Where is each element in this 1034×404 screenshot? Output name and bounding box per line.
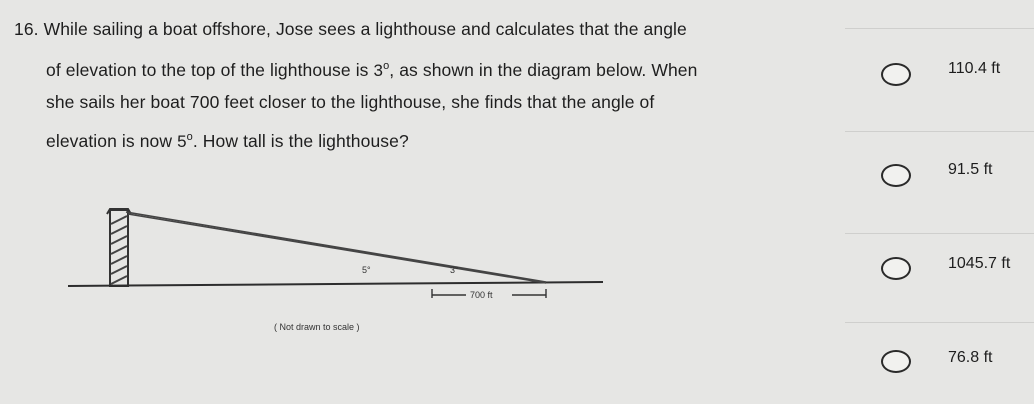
question-text-line-3: she sails her boat 700 feet closer to the lighthouse, she finds that the angle of bbox=[46, 92, 655, 112]
question-line-4 bbox=[46, 131, 409, 152]
angle-5-degrees bbox=[177, 132, 193, 151]
question-line-1 bbox=[14, 19, 687, 40]
degree-symbol: o bbox=[186, 131, 193, 143]
angle-5-label: 5° bbox=[362, 265, 371, 275]
question-text-line-4b: . How tall is the lighthouse? bbox=[192, 131, 409, 151]
choice-a[interactable] bbox=[845, 28, 1034, 110]
choice-label: 1045.7 ft bbox=[948, 255, 1011, 272]
question-line-3 bbox=[46, 92, 654, 113]
lighthouse-icon bbox=[107, 209, 131, 286]
question-text-line-1: While sailing a boat offshore, Jose sees a lighthouse and calculates that the angle bbox=[43, 19, 687, 39]
question-text-line-4a: elevation is now bbox=[46, 131, 178, 151]
choice-label: 76.8 ft bbox=[948, 349, 993, 366]
choice-c[interactable] bbox=[845, 233, 1034, 315]
answer-choices bbox=[845, 0, 1034, 395]
angle-5-value: 5 bbox=[177, 132, 187, 151]
angle-3-label: 3° bbox=[450, 265, 459, 275]
ground-line bbox=[68, 282, 603, 286]
radio-button[interactable] bbox=[881, 63, 911, 86]
divider bbox=[845, 233, 1034, 234]
not-to-scale-note: ( Not drawn to scale ) bbox=[274, 322, 360, 332]
angle-3-value: 3 bbox=[373, 61, 384, 80]
choice-b[interactable] bbox=[845, 131, 1034, 213]
sightline-3-degrees bbox=[128, 214, 546, 283]
question-text-line-2a: of elevation to the top of the lighthouse is bbox=[46, 60, 374, 80]
choice-d[interactable] bbox=[845, 322, 1034, 404]
choice-label: 110.4 ft bbox=[948, 60, 1001, 77]
degree-symbol: o bbox=[383, 60, 390, 72]
choice-label: 91.5 ft bbox=[948, 161, 993, 178]
question-line-2 bbox=[46, 60, 697, 81]
radio-button[interactable] bbox=[881, 257, 911, 280]
radio-button[interactable] bbox=[881, 350, 911, 373]
divider bbox=[845, 322, 1034, 323]
distance-label: 700 ft bbox=[470, 290, 493, 300]
radio-button[interactable] bbox=[881, 164, 911, 187]
divider bbox=[845, 28, 1034, 29]
angle-3-degrees bbox=[374, 61, 390, 80]
question-text-line-2b: , as shown in the diagram below. When bbox=[389, 60, 698, 80]
question-number: 16. bbox=[14, 19, 39, 39]
sightline-5-degrees bbox=[126, 212, 546, 282]
lighthouse-diagram bbox=[68, 200, 628, 345]
divider bbox=[845, 131, 1034, 132]
